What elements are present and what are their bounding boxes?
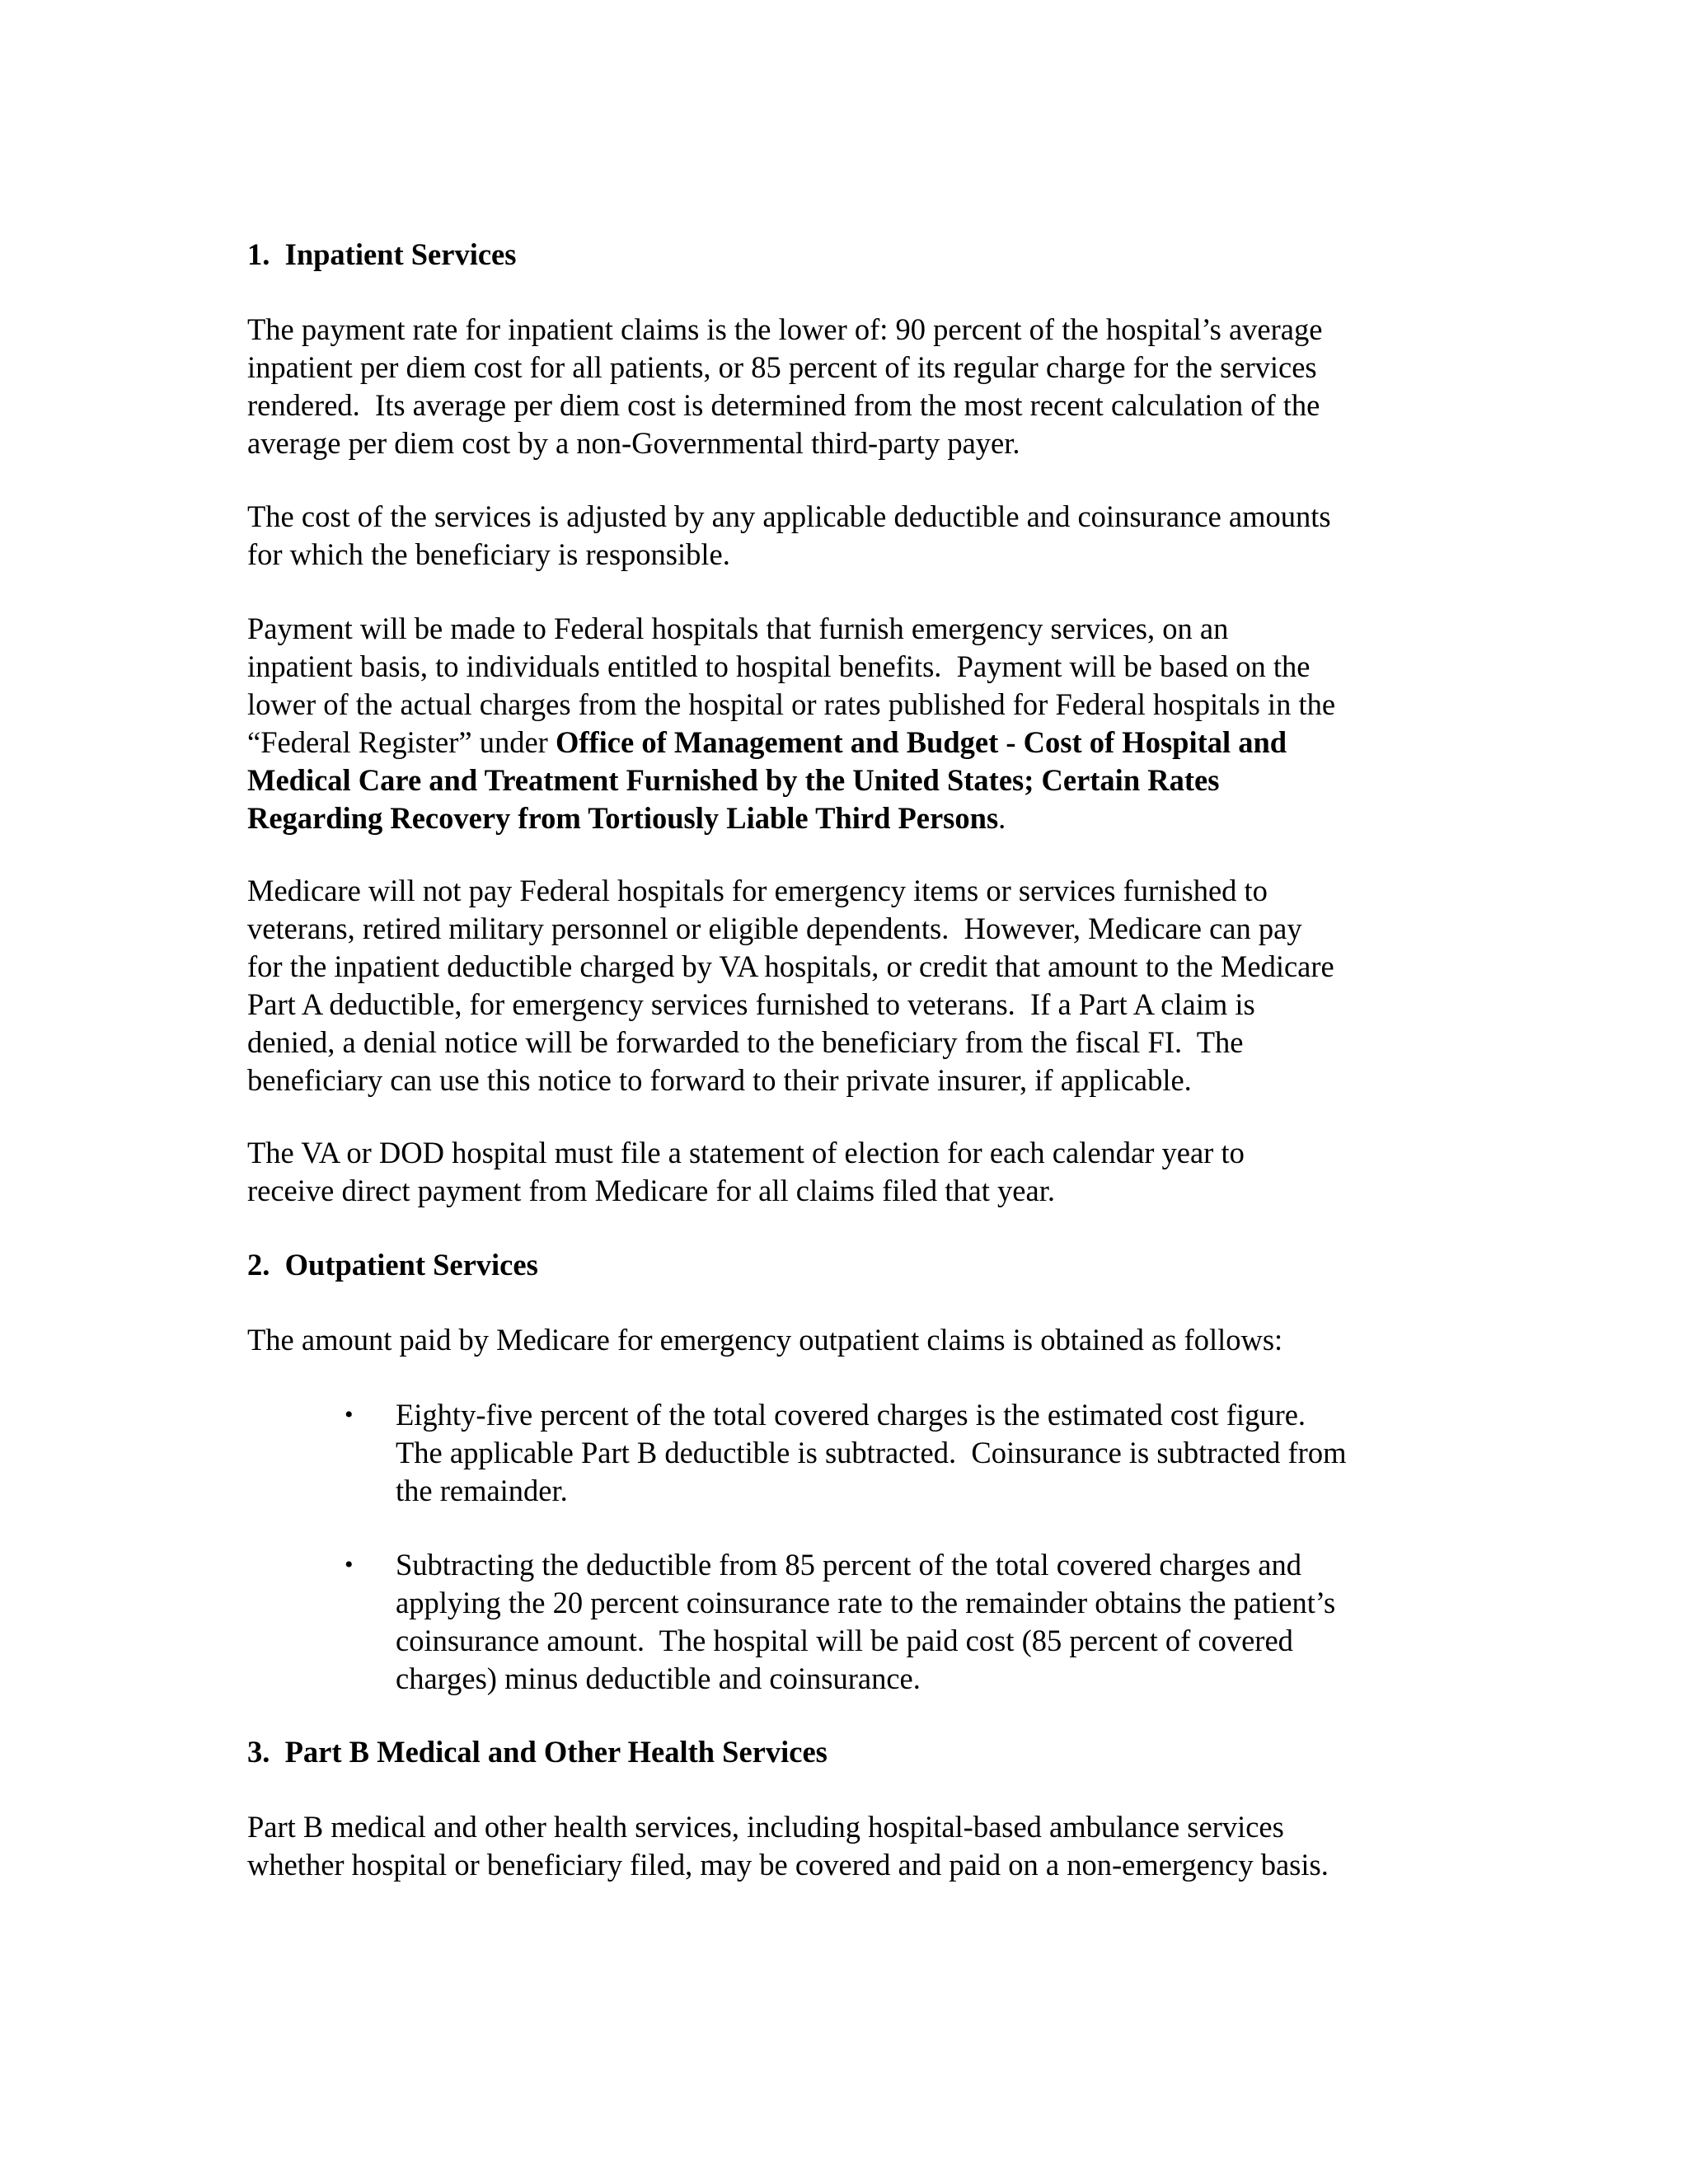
text-line [247, 724, 1467, 762]
text-line: The applicable Part B deductible is subtracted. Coinsurance is subtracted from [396, 1436, 1347, 1469]
list-item-text [396, 1396, 1467, 1510]
text-line: for which the beneficiary is responsible. [247, 537, 730, 571]
text-line: Payment will be made to Federal hospitals that furnish emergency services, on an [247, 612, 1229, 645]
text-line: charges) minus deductible and coinsurance. [396, 1661, 921, 1695]
bullet-glyph: • [345, 1401, 354, 1428]
text-line: lower of the actual charges from the hospital or rates published for Federal hospitals in the [247, 687, 1336, 721]
text-run: . [998, 801, 1006, 835]
text-line: inpatient basis, to individuals entitled to hospital benefits. Payment will be based on the [247, 649, 1311, 683]
section-heading-inpatient: 1. Inpatient Services [247, 237, 517, 271]
paragraph-outpatient-intro [247, 1321, 1467, 1359]
text-line: The payment rate for inpatient claims is the lower of: 90 percent of the hospital’s average [247, 312, 1323, 346]
bullet-glyph: • [345, 1551, 354, 1578]
text-line: beneficiary can use this notice to forward to their private insurer, if applicable. [247, 1063, 1192, 1097]
text-line: veterans, retired military personnel or eligible dependents. However, Medicare can pay [247, 912, 1302, 945]
paragraph-part-b-services [247, 1808, 1467, 1884]
text-line: applying the 20 percent coinsurance rate to the remainder obtains the patient’s [396, 1586, 1336, 1619]
text-line: coinsurance amount. The hospital will be paid cost (85 percent of covered [396, 1624, 1293, 1657]
text-line: rendered. Its average per diem cost is determined from the most recent calculation of the [247, 388, 1320, 422]
text-line: The cost of the services is adjusted by any applicable deductible and coinsurance amounts [247, 499, 1331, 533]
paragraph-medicare-no-pay [247, 872, 1467, 1099]
text-line: Part B medical and other health services, including hospital-based ambulance services [247, 1810, 1284, 1844]
bold-title-run: Medical Care and Treatment Furnished by the United States; Certain Rates [247, 763, 1220, 797]
text-line: whether hospital or beneficiary filed, may be covered and paid on a non-emergency basis. [247, 1848, 1329, 1882]
text-line: The VA or DOD hospital must file a statement of election for each calendar year to [247, 1136, 1245, 1169]
text-line: Eighty-five percent of the total covered charges is the estimated cost figure. [396, 1398, 1306, 1432]
section-heading-part-b: 3. Part B Medical and Other Health Services [247, 1735, 828, 1769]
list-item-text [396, 1546, 1467, 1698]
text-line: denied, a denial notice will be forwarded to the beneficiary from the fiscal FI. The [247, 1025, 1244, 1059]
text-run: “Federal Register” under [247, 725, 556, 759]
text-line: the remainder. [396, 1474, 568, 1507]
text-line [247, 799, 1467, 837]
text-line: receive direct payment from Medicare for all claims filed that year. [247, 1174, 1055, 1207]
bold-title-run: Office of Management and Budget - Cost of Hospital and [555, 725, 1287, 759]
bold-title-run: Regarding Recovery from Tortiously Liable Third Persons [247, 801, 999, 835]
text-line: average per diem cost by a non-Governmental third-party payer. [247, 426, 1020, 460]
text-line: inpatient per diem cost for all patients, or 85 percent of its regular charge for the services [247, 350, 1317, 384]
paragraph-payment-rate [247, 311, 1467, 462]
section-heading-outpatient: 2. Outpatient Services [247, 1248, 538, 1282]
paragraph-cost-adjustment [247, 498, 1467, 574]
paragraph-statement-of-election [247, 1134, 1467, 1210]
text-line: Subtracting the deductible from 85 percent of the total covered charges and [396, 1548, 1301, 1582]
text-line: The amount paid by Medicare for emergency outpatient claims is obtained as follows: [247, 1323, 1283, 1357]
paragraph-federal-hospitals [247, 610, 1467, 837]
text-line: Part A deductible, for emergency services furnished to veterans. If a Part A claim is [247, 987, 1255, 1021]
text-line: for the inpatient deductible charged by VA hospitals, or credit that amount to the Medicare [247, 949, 1334, 983]
text-line: Medicare will not pay Federal hospitals for emergency items or services furnished to [247, 874, 1268, 907]
